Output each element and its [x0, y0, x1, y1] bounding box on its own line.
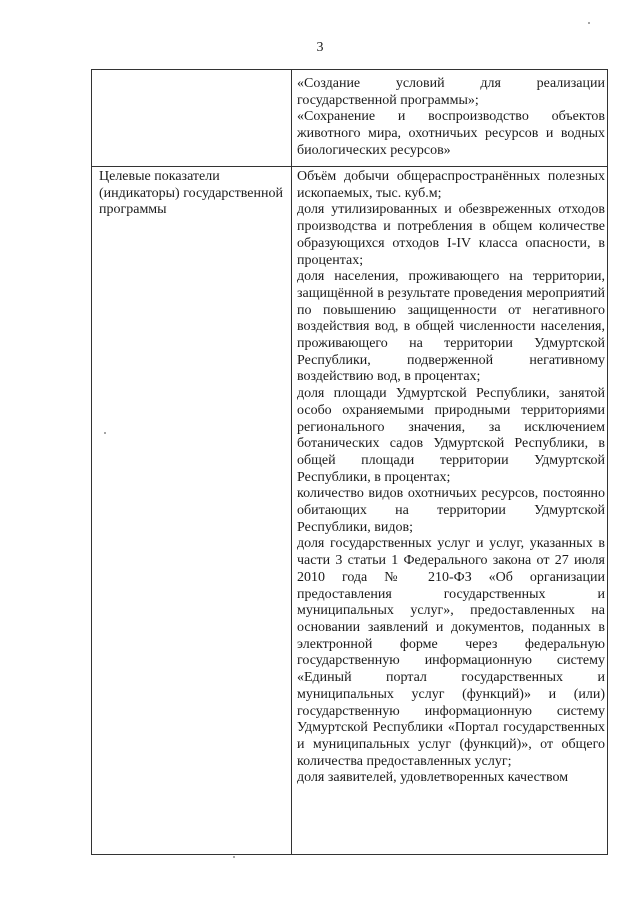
indicator-item: Объём добычи общераспространённых полезных ископаемых, тыс. куб.м;	[297, 169, 605, 201]
program-table	[91, 69, 608, 855]
subprogram-item: «Сохранение и воспроизводство объектов животного мира, охотничьих ресурсов и водных биологических ресурсов»	[297, 109, 605, 158]
subprograms-cell	[297, 76, 605, 160]
indicator-item: количество видов охотничьих ресурсов, постоянно обитающих на территории Удмуртской Республики, видов;	[297, 486, 605, 535]
scan-speck	[104, 432, 106, 434]
subprogram-item: «Создание условий для реализации государственной программы»;	[297, 76, 605, 108]
scan-speck	[588, 22, 590, 24]
page-number: 3	[316, 40, 324, 55]
indicators-list-cell	[297, 169, 605, 787]
indicators-label: Целевые показатели (индикаторы) государственной программы	[99, 169, 283, 218]
indicator-item: доля площади Удмуртской Республики, занятой особо охраняемыми природными территориями регионального значения, за исключением ботанических садов Удмуртской Республики, в общей площади территории Удмуртской Республики, в процентах;	[297, 386, 605, 485]
indicator-item: доля государственных услуг и услуг, указанных в части 3 статьи 1 Федерального закона от 27 июля 2010 года № 210-ФЗ «Об организации предоставления государственных и муниципальных услуг», предоставленных на основании заявлений и документов, поданных в электронной форме через федеральную государственную информационную систему «Единый портал государственных и муниципальных услуг (функций)» и (или) государственную информационную систему Удмуртской Республики «Портал государственных и муниципальных услуг (функций)», от общего количества предоставленных услуг;	[297, 536, 605, 769]
indicators-label-cell	[99, 169, 289, 219]
indicator-item: доля заявителей, удовлетворенных качеством	[297, 770, 569, 786]
column-divider	[291, 70, 292, 854]
indicator-item: доля утилизированных и обезвреженных отходов производства и потребления в общем количестве образующихся отходов I-IV класса опасности, в процентах;	[297, 202, 605, 268]
row-divider	[92, 166, 607, 167]
scan-speck	[233, 856, 235, 858]
indicator-item: доля населения, проживающего на территории, защищённой в результате проведения мероприятий по повышению защищенности от негативного воздействия вод, в общей численности населения, проживающего на территории Удмуртской Республики, подверженной негативному воздействию вод, в процентах;	[297, 269, 605, 385]
